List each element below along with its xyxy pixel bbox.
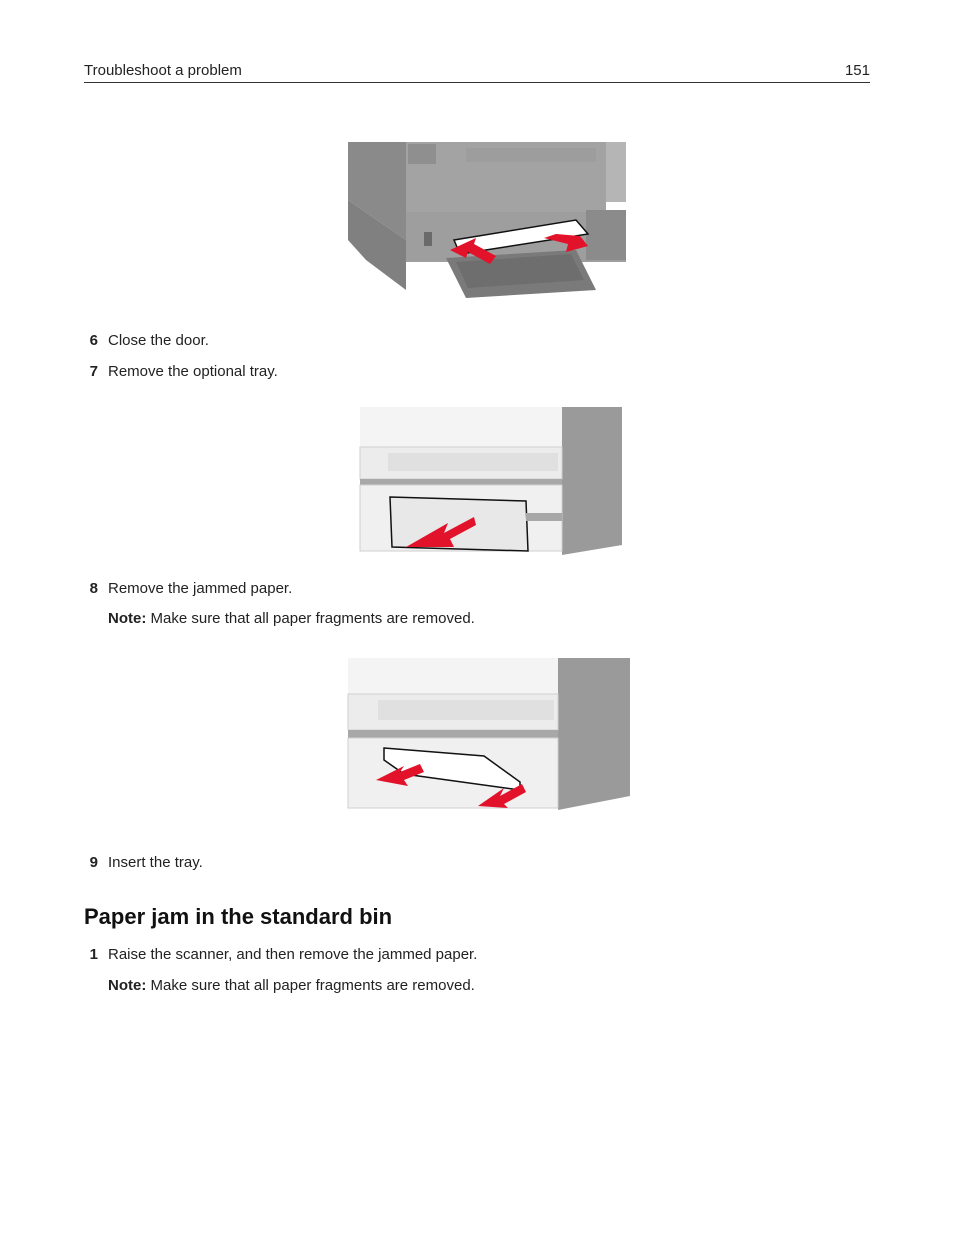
printer-rear-illustration [346, 140, 630, 300]
page-number: 151 [844, 62, 870, 79]
step-text: Raise the scanner, and then remove the jammed paper. [108, 946, 478, 963]
step-7 [84, 362, 278, 382]
header-title: Troubleshoot a problem [84, 62, 242, 79]
step-text: Remove the jammed paper. [108, 580, 293, 597]
step-8 [84, 579, 293, 599]
step-text: Close the door. [108, 332, 209, 349]
note-1 [108, 609, 475, 629]
step-number: 9 [89, 854, 98, 871]
note-2 [108, 976, 475, 996]
printer-jam-illustration [344, 656, 634, 816]
note-text: Make sure that all paper fragments are removed. [150, 610, 475, 627]
step-number: 7 [89, 363, 98, 380]
note-label: Note: [108, 610, 147, 627]
note-text: Make sure that all paper fragments are removed. [150, 977, 475, 994]
step-text: Insert the tray. [108, 854, 203, 871]
step-number: 8 [89, 580, 98, 597]
step-number: 1 [89, 946, 98, 963]
figure-rear-door-jam [346, 140, 630, 300]
section-step-1 [84, 945, 478, 965]
printer-tray-illustration [356, 405, 626, 560]
step-9 [84, 853, 203, 873]
page-header [84, 60, 870, 83]
step-text: Remove the optional tray. [108, 363, 278, 380]
step-number: 6 [89, 332, 98, 349]
section-heading: Paper jam in the standard bin [84, 904, 393, 929]
figure-remove-jammed-paper [344, 656, 634, 816]
note-label: Note: [108, 977, 147, 994]
figure-remove-optional-tray [356, 405, 626, 560]
step-6 [84, 331, 209, 351]
